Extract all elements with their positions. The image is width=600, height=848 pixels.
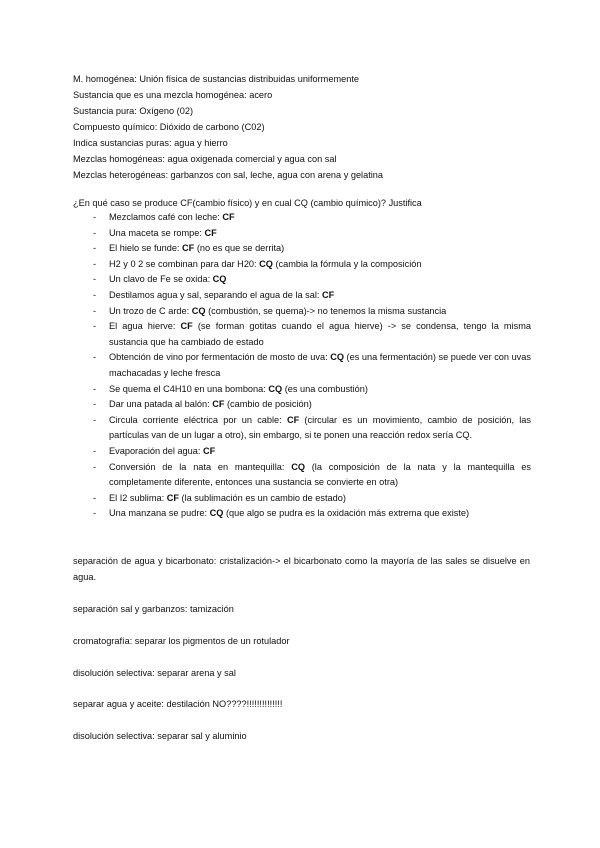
separation-line: disolución selectiva: separar sal y aluminio xyxy=(73,731,247,741)
item-text: Evaporación del agua: xyxy=(109,445,203,456)
item-text: El hielo se funde: xyxy=(109,243,183,254)
bullet-dash: - xyxy=(93,492,97,503)
bullet-dash: - xyxy=(93,289,97,300)
item-text: Una manzana se pudre: xyxy=(109,508,210,519)
item-text: Un trozo de C arde: xyxy=(109,305,192,316)
bullet-dash: - xyxy=(93,305,97,316)
item-answer: CF xyxy=(222,212,235,222)
bullet-dash: - xyxy=(93,212,97,222)
list-item xyxy=(73,304,531,320)
item-note: (se forman gotitas cuando el agua hierve) -> se condensa, tengo la misma sustancia que ha cambiado de estado xyxy=(109,321,531,347)
bullet-dash: - xyxy=(93,399,97,410)
separation-paragraph: separación de agua y bicarbonato: cristalización-> el bicarbonato como la mayoría de las sales se disuelve en agua. xyxy=(73,556,530,582)
list-item xyxy=(73,491,531,507)
item-note: (la sublimación es un cambio de estado) xyxy=(178,492,346,503)
separation-line: disolución selectiva: separar arena y sal xyxy=(73,668,236,678)
list-item xyxy=(73,272,531,288)
separation-line: cromatografía: separar los pigmentos de un rotulador xyxy=(73,636,290,646)
list-item xyxy=(73,397,531,413)
item-answer: CF xyxy=(286,414,300,425)
list-item xyxy=(73,444,531,460)
definition-line: Mezclas heterogéneas: garbanzos con sal, leche, agua con arena y gelatina xyxy=(73,170,384,180)
item-note: (circular es un movimiento, cambio de posición, las partículas van de un lugar a otro), sin embargo, si te ponen una reacción redox sería CQ. xyxy=(109,414,531,441)
item-text: Se quema el C4H10 en una bombona: xyxy=(109,383,269,394)
list-item xyxy=(73,460,531,491)
item-answer: CQ xyxy=(268,383,283,394)
item-note: (la composición de la nata y la mantequilla es completamente diferente, entonces una sustancia se convierte en otra) xyxy=(109,461,531,488)
separation-line: separación sal y garbanzos: tamización xyxy=(73,604,234,614)
bullet-dash: - xyxy=(93,508,97,519)
item-answer: CQ xyxy=(259,258,273,269)
item-text: Un clavo de Fe se oxida: xyxy=(109,274,213,285)
bullet-dash: - xyxy=(93,258,97,269)
list-item xyxy=(73,241,531,257)
item-text: Conversión de la nata en mantequilla: xyxy=(109,461,292,472)
list-item xyxy=(73,210,531,226)
list-item xyxy=(73,319,531,350)
item-answer: CF xyxy=(212,399,225,410)
item-answer: CQ xyxy=(212,274,227,285)
list-item xyxy=(73,226,531,242)
item-note: (no es que se derrita) xyxy=(194,243,285,254)
item-text: Dar una patada al balón: xyxy=(109,399,213,410)
question-heading: ¿En qué caso se produce CF(cambio físico) y en cual CQ (cambio químico)? Justifica xyxy=(73,198,422,208)
definition-line: Sustancia que es una mezcla homogénea: acero xyxy=(73,90,273,100)
item-text: Circula corriente eléctrica por un cable: xyxy=(109,414,287,425)
item-note: (cambia la fórmula y la composición xyxy=(272,258,422,269)
definition-line: M. homogénea: Unión física de sustancias distribuidas uniformemente xyxy=(73,74,359,84)
list-item xyxy=(73,382,531,398)
list-item xyxy=(73,350,531,381)
item-note: (es una combustión) xyxy=(282,383,368,394)
item-answer: CF xyxy=(321,289,335,300)
item-answer: CQ xyxy=(209,508,224,519)
bullet-dash: - xyxy=(93,243,97,254)
item-note: (que algo se pudra es la oxidación más extrema que existe) xyxy=(223,508,470,519)
item-note: (es una fermentación) se puede ver con uvas machacadas y leche fresca xyxy=(109,352,531,378)
bullet-dash: - xyxy=(93,321,97,332)
definition-line: Compuesto químico: Dióxido de carbono (C02) xyxy=(73,122,265,132)
item-text: Una maceta se rompe: xyxy=(109,227,205,238)
item-answer: CQ xyxy=(330,352,344,363)
item-note: (cambio de posición) xyxy=(224,399,312,410)
item-note: (combustión, se quema)-> no tenemos la misma sustancia xyxy=(205,305,447,316)
item-answer: CF xyxy=(166,492,179,503)
item-text: Mezclamos café con leche: xyxy=(109,212,223,222)
item-answer: CQ xyxy=(191,305,206,316)
item-answer: CQ xyxy=(291,461,305,472)
definition-line: Indica sustancias puras: agua y hierro xyxy=(73,138,228,148)
bullet-dash: - xyxy=(93,274,97,285)
item-text: El I2 sublima: xyxy=(109,492,167,503)
definition-line: Sustancia pura: Oxígeno (02) xyxy=(73,106,194,116)
list-item xyxy=(73,506,531,522)
bullet-dash: - xyxy=(93,461,97,472)
item-text: H2 y 0 2 se combinan para dar H20: xyxy=(109,258,260,269)
bullet-dash: - xyxy=(93,383,97,394)
answers-list xyxy=(73,210,531,522)
bullet-dash: - xyxy=(93,227,97,238)
definition-line: Mezclas homogéneas: agua oxigenada comercial y agua con sal xyxy=(73,154,337,164)
list-item xyxy=(73,288,531,304)
item-answer: CF xyxy=(182,243,195,254)
list-item xyxy=(73,257,531,273)
bullet-dash: - xyxy=(93,445,97,456)
item-text: Destilamos agua y sal, separando el agua de la sal: xyxy=(109,289,322,300)
item-answer: CF xyxy=(180,321,193,332)
item-answer: CF xyxy=(204,227,217,238)
item-answer: CF xyxy=(202,445,216,456)
bullet-dash: - xyxy=(93,414,97,425)
separation-line: separar agua y aceite: destilación NO????!!!!!!!!!!!!!! xyxy=(73,699,283,709)
list-item xyxy=(73,413,531,444)
bullet-dash: - xyxy=(93,352,97,363)
item-text: El agua hierve: xyxy=(109,321,181,332)
item-text: Obtención de vino por fermentación de mosto de uva: xyxy=(109,352,331,363)
